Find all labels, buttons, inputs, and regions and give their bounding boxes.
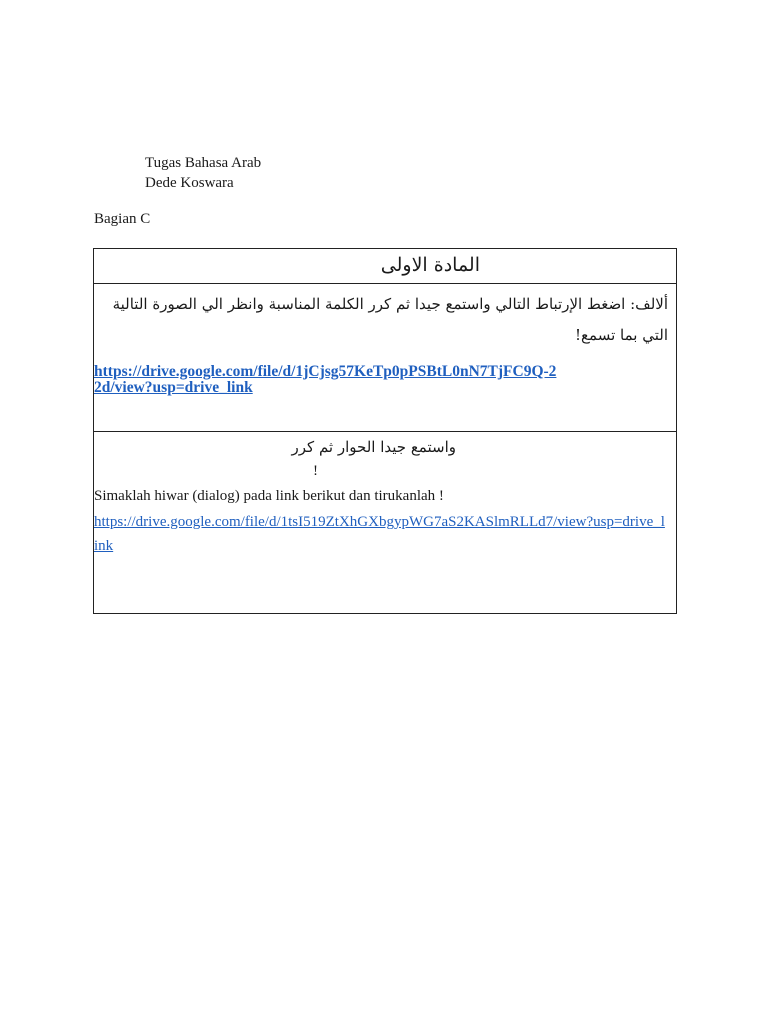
- part-b-instruction-indonesian: Simaklah hiwar (dialog) pada link berikut dan tirukanlah !: [94, 488, 444, 504]
- part-b-exclamation: !: [313, 463, 318, 479]
- part-b-row: [94, 432, 676, 613]
- part-a-row: [94, 284, 676, 432]
- assignment-table: [93, 248, 677, 614]
- table-title: المادة الاولى: [380, 254, 480, 276]
- part-b-link[interactable]: https://drive.google.com/file/d/1tsI519ZtXhGXbgypWG7aS2KASlmRLLd7/view?usp=drive_link: [94, 514, 665, 554]
- part-a-instruction: ألالف: اضغط الإرتباط التالي واستمع جيدا ثم كرر الكلمة المناسبة وانظر الي الصورة التالية التي بما تسمع!: [112, 295, 668, 344]
- part-a-link[interactable]: https://drive.google.com/file/d/1jCjsg57KeTp0pPSBtL0nN7TjFC9Q-22d/view?usp=drive_link: [94, 363, 557, 396]
- section-heading: Bagian C: [94, 211, 151, 227]
- part-b-instruction-arabic: واستمع جيدا الحوار ثم كرر: [291, 438, 456, 456]
- author-name: Dede Koswara: [145, 175, 234, 191]
- document-title: Tugas Bahasa Arab: [145, 155, 262, 171]
- table-title-row: [94, 249, 676, 284]
